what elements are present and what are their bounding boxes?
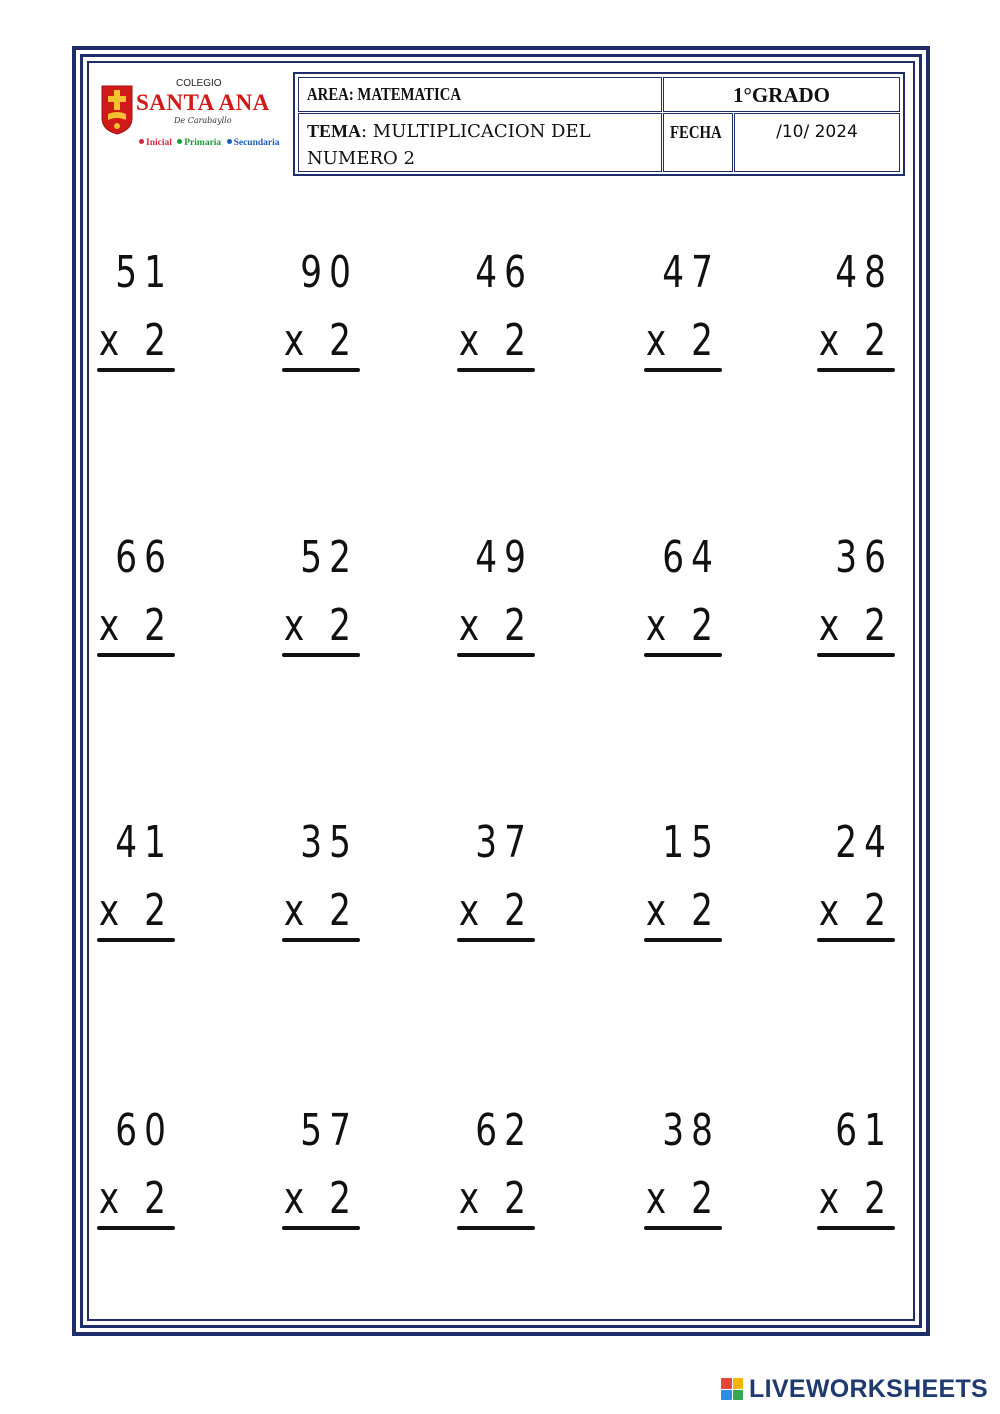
problem-multiplier: x 2 xyxy=(458,1173,533,1224)
level-dot-icon xyxy=(227,139,232,144)
problem-multiplicand: 38 xyxy=(662,1105,720,1156)
answer-line[interactable] xyxy=(97,938,175,942)
tema-cell xyxy=(298,113,662,172)
school-logo xyxy=(96,78,278,158)
level-secundaria: Secundaria xyxy=(233,138,280,148)
problem-multiplier: x 2 xyxy=(458,315,533,366)
grado-label: 1°GRADO xyxy=(732,83,831,107)
problem-item xyxy=(815,248,911,380)
problem-item xyxy=(455,248,551,380)
problem-multiplier: x 2 xyxy=(645,600,720,651)
header-table xyxy=(293,72,905,176)
problem-multiplicand: 24 xyxy=(835,817,893,868)
problem-multiplier: x 2 xyxy=(98,885,173,936)
answer-line[interactable] xyxy=(457,368,535,372)
answer-line[interactable] xyxy=(457,938,535,942)
area-cell xyxy=(298,77,662,112)
school-crest-icon xyxy=(100,84,134,136)
problem-item xyxy=(815,818,911,950)
problem-multiplier: x 2 xyxy=(818,885,893,936)
problem-multiplicand: 90 xyxy=(300,247,358,298)
problem-multiplier: x 2 xyxy=(645,885,720,936)
problem-item xyxy=(815,1106,911,1238)
problem-item xyxy=(642,248,738,380)
level-dot-icon xyxy=(177,139,182,144)
problem-multiplicand: 37 xyxy=(475,817,533,868)
tema-value: : MULTIPLICACION DEL NUMERO 2 xyxy=(307,121,591,169)
problem-item xyxy=(95,533,191,665)
level-dot-icon xyxy=(139,139,144,144)
answer-line[interactable] xyxy=(644,368,722,372)
problem-item xyxy=(455,1106,551,1238)
logo-school-name: SANTA ANA xyxy=(136,90,270,115)
problem-multiplicand: 66 xyxy=(115,532,173,583)
problem-multiplier: x 2 xyxy=(98,315,173,366)
answer-line[interactable] xyxy=(817,653,895,657)
grado-cell xyxy=(663,77,900,112)
fecha-label-cell xyxy=(663,113,733,172)
liveworksheets-logo-icon xyxy=(721,1378,743,1400)
answer-line[interactable] xyxy=(282,368,360,372)
level-primaria: Primaria xyxy=(184,138,222,148)
problem-multiplier: x 2 xyxy=(458,600,533,651)
problem-multiplicand: 48 xyxy=(835,247,893,298)
problem-multiplicand: 51 xyxy=(115,247,173,298)
problem-item xyxy=(95,248,191,380)
answer-line[interactable] xyxy=(644,1226,722,1230)
answer-line[interactable] xyxy=(457,1226,535,1230)
fecha-value: /10/ 2024 xyxy=(776,122,858,142)
problem-item xyxy=(455,533,551,665)
problem-item xyxy=(455,818,551,950)
area-label: AREA: MATEMATICA xyxy=(307,84,462,104)
logo-subtitle: De Carabayllo xyxy=(174,116,232,125)
problem-item xyxy=(815,533,911,665)
tema-label: TEMA xyxy=(307,121,361,141)
logo-levels xyxy=(136,138,280,148)
problem-multiplicand: 35 xyxy=(300,817,358,868)
problem-multiplicand: 64 xyxy=(662,532,720,583)
problem-multiplier: x 2 xyxy=(98,600,173,651)
problem-multiplier: x 2 xyxy=(283,600,358,651)
problem-multiplier: x 2 xyxy=(818,600,893,651)
problem-item xyxy=(642,533,738,665)
liveworksheets-brand xyxy=(721,1374,988,1404)
problem-multiplier: x 2 xyxy=(818,1173,893,1224)
answer-line[interactable] xyxy=(282,653,360,657)
problem-multiplicand: 62 xyxy=(475,1105,533,1156)
answer-line[interactable] xyxy=(817,938,895,942)
problem-multiplicand: 46 xyxy=(475,247,533,298)
problem-multiplier: x 2 xyxy=(98,1173,173,1224)
logo-colegio-label: COLEGIO xyxy=(176,78,222,89)
problem-multiplier: x 2 xyxy=(645,315,720,366)
answer-line[interactable] xyxy=(457,653,535,657)
answer-line[interactable] xyxy=(644,653,722,657)
answer-line[interactable] xyxy=(817,1226,895,1230)
answer-line[interactable] xyxy=(817,368,895,372)
problem-item xyxy=(280,1106,376,1238)
problem-multiplicand: 47 xyxy=(662,247,720,298)
tema-text xyxy=(307,118,657,172)
problem-multiplicand: 36 xyxy=(835,532,893,583)
problem-multiplier: x 2 xyxy=(645,1173,720,1224)
level-inicial: Inicial xyxy=(146,138,172,148)
problem-item xyxy=(280,818,376,950)
problem-multiplicand: 41 xyxy=(115,817,173,868)
problem-multiplicand: 61 xyxy=(835,1105,893,1156)
problem-item xyxy=(95,1106,191,1238)
answer-line[interactable] xyxy=(97,368,175,372)
answer-line[interactable] xyxy=(282,938,360,942)
liveworksheets-name: LIVEWORKSHEETS xyxy=(749,1374,988,1403)
problem-item xyxy=(642,1106,738,1238)
problem-multiplier: x 2 xyxy=(818,315,893,366)
problem-multiplicand: 57 xyxy=(300,1105,358,1156)
problem-multiplier: x 2 xyxy=(283,315,358,366)
answer-line[interactable] xyxy=(644,938,722,942)
fecha-value-cell[interactable] xyxy=(734,113,900,172)
problem-item xyxy=(280,533,376,665)
problem-item xyxy=(642,818,738,950)
answer-line[interactable] xyxy=(97,1226,175,1230)
problem-multiplier: x 2 xyxy=(283,885,358,936)
answer-line[interactable] xyxy=(97,653,175,657)
problem-multiplicand: 15 xyxy=(662,817,720,868)
problem-item xyxy=(280,248,376,380)
problem-multiplier: x 2 xyxy=(458,885,533,936)
answer-line[interactable] xyxy=(282,1226,360,1230)
problem-item xyxy=(95,818,191,950)
problem-multiplier: x 2 xyxy=(283,1173,358,1224)
problem-multiplicand: 49 xyxy=(475,532,533,583)
problem-multiplicand: 60 xyxy=(115,1105,173,1156)
fecha-label: FECHA xyxy=(670,122,722,142)
problem-multiplicand: 52 xyxy=(300,532,358,583)
